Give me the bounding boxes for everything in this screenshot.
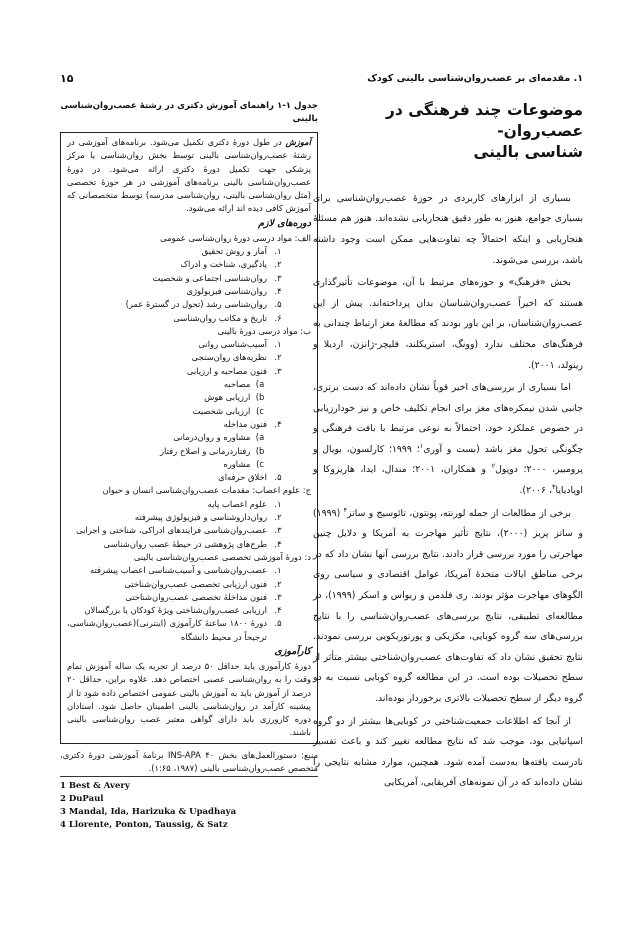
list-item: ۴. روان‌شناسی فیزیولوژی [186, 285, 282, 296]
sub-list-item: (b ارزیابی هوش [204, 392, 265, 403]
group-c-heading: ج: علوم اعصاب: مقدمات عصب‌روان‌شناسی انسان و حیوان [102, 485, 311, 496]
sub-list-item: (c ارزیابی شخصیت [192, 405, 264, 416]
list-item: ۳. فنون مصاحبه و ارزیابی [186, 365, 282, 376]
chapter-title: ۱. مقدمه‌ای بر عصب‌روان‌شناسی بالینی کودک [367, 73, 583, 84]
page-number: ۱۵ [60, 72, 74, 85]
list-item: ۴. طرح‌های پژوهشی در حیطهٔ عصب روان‌شناسی [103, 538, 282, 549]
list-item: ۱. آمار و روش تحقیق [201, 246, 282, 257]
sub-list-item: (b رفتاردرمانی و اصلاح رفتار [159, 445, 265, 456]
table-column [60, 100, 318, 776]
list-item: ۲. نظریه‌های روان‌سنجی [191, 352, 282, 363]
footnote-divider [60, 776, 318, 777]
list-item: ۲. فنون ارزیابی تخصصی عصب‌روان‌شناختی [124, 578, 282, 589]
list-item: ۲. یادگیری، شناخت و ادراک [180, 259, 282, 270]
paragraph-5: از آنجا که اطلاعات جمعیت‌شناختی در کوبایی‌ها بیشتر از دو گروه اسپانیایی بود، موجب شد که نتایج مطالعه تغییر کند و باعث تفسیر نادرست یافته‌ها به‌دست آمده شود. همچنین، موارد مشابه نتایجی را نشان داده‌اند که در آن نمونه‌های آفریقایی، آمریکایی [313, 715, 583, 789]
sub-list-item: (a مشاوره و روان‌درمانی [173, 432, 265, 443]
list-item: ۳. فنون مداخلهٔ تخصصی عصب‌روان‌شناختی [125, 591, 282, 602]
footnote-ref-4: ۴ [343, 505, 348, 514]
internship-text: دورهٔ کارآموزی باید حداقل ۵۰ درصد از تجربه یک ساله آموزش تمام وقت را به روان‌شناسی عصبی اختصاص دهد. علاوه براین، حداقل ۲۰ درصد از آموزش باید به آموزش بالینی عمومی اختصاص داده شود تا از پیشینه کارآمد در روان‌شناسی بالینی اطمینان حاصل شود. استادان دوره کارورزی باید دارای گواهی معتبر عصب روان‌شناسی بالینی باشند. [67, 660, 311, 738]
list-item: ۱. علوم اعصاب پایه [207, 498, 282, 509]
list-item: ۴. ارزیابی عصب‌روان‌شناختی ویژهٔ کودکان یا بزرگسالان [84, 605, 282, 616]
table-caption: جدول ۱-۱ راهنمای آموزش دکتری در رشتهٔ عصب‌روان‌شناسی بالینی [60, 101, 318, 124]
footnote-ref-3: ۳ [552, 482, 556, 491]
group-a-heading: الف: مواد درسی دورهٔ روان‌شناسی عمومی [160, 232, 311, 243]
footnotes [60, 780, 318, 832]
internship-heading: کارآموزی [274, 645, 311, 657]
footnote-ref-1: ۱ [419, 441, 424, 450]
list-item: ۱. آسیب‌شناسی روانی [198, 339, 282, 350]
table-intro-text: در طول دورهٔ دکتری تکمیل می‌شود. برنامه‌های آموزشی در رشتهٔ عصب‌روان‌شناسی بالینی توسط بخش روان‌شناسی یا مرکز پزشکی جهت تکمیل دورهٔ دکتری ارائه می‌شود. در دورهٔ عصب‌روان‌شناسی بالینی برنامه‌های آموزشی در هر حوزهٔ تخصصی (مثل روان‌شناسی بالینی، روان‌شناسی مدرسه) توسط متخصصانی که آموزش کافی دیده اند ارائه می‌شود. [67, 137, 311, 214]
list-item: ۳. عصب‌روان‌شناسی فرایندهای ادراکی، شناختی و اجرایی [76, 525, 282, 536]
footnote-2: 2 DuPaul [60, 794, 104, 804]
main-text-column [313, 100, 583, 794]
paragraph-4-text-b: (۱۹۹۹) و ساتز پریز (۲۰۰۰)، نتایج تأثیر مهاجرت به آمریکا و دلایل چنین مهاجرتی را مورد بررسی قرار دادند. نتایج بررسی آنها نشان داد که در برخی مناطق ایالات متحدهٔ آمریکا، عوامل اقتصادی و سیاسی روی الگوهای مهاجرت مؤثر بودند. ری فلدمن و ریواس و اسکر (۱۹۹۹)، در مطالعه‌ای تطبیقی، نتایج بررسی‌های عصب‌روان‌شناسی را با نتایج بررسی‌های سه گروه کوبایی، مکزیکی و پورتوریکویی بررسی نمودند. نتایج تحقیق نشان داد که تفاوت‌های عصب‌روان‌شناختی بیشتر متأثر از سطح تحصیلات بوده است. در این مطالعه گروه کوبایی نسبت به دو گروه دیگر از سطح تحصیلات بالاتری برخوردار بوده‌اند. [313, 507, 583, 705]
list-item: ۴. فنون مداخله [223, 418, 282, 429]
paragraph-3 [313, 378, 583, 502]
running-head [60, 72, 583, 85]
footnote-1: 1 Best & Avery [60, 781, 130, 791]
required-courses-heading: دوره‌های لازم [258, 217, 311, 229]
sub-list-item: (c مشاوره [223, 458, 264, 469]
sub-list-item: (a مصاحبه [223, 379, 265, 390]
paragraph-1: بسیاری از ابزارهای کاربردی در حوزهٔ عصب‌روان‌شناسی برای بسیاری جوامع، هنوز به طور دقیق هنجاریابی نشده‌اند. هنوز هم مسئلهٔ هنجاریابی و اینکه احتمالاً چه تفاوت‌هایی ممکن است وجود داشته باشد، بررسی می‌شوند. [313, 192, 583, 266]
paragraph-3-text-c: و همکاران، ۲۰۰۱؛ مندال، ایدا، هاریزوکا و اوپادیایا [313, 464, 583, 497]
paragraph-2: بخش «فرهنگ» و حوزه‌های مرتبط با آن، موضوعات تأثیرگذاری هستند که اخیراً عصب‌روان‌شناسان بدان پرداخته‌اند. پیش از این عصب‌روان‌شناسان، بر این باور بودند که مطالعهٔ مغز ارتباط چندانی به فرهنگ‌های مختلف ندارد (وونگ، استریکلند، فلیچر-ژانزن، اردیلا و رینولد، ۲۰۰۱). [313, 277, 583, 371]
list-item: ۵. روان‌شناسی رشد (تحول در گسترهٔ عمر) [125, 299, 282, 310]
list-item: ۵. اخلاق حرفه‌ای [218, 472, 282, 483]
table-intro-lead: آموزش [285, 137, 311, 147]
training-table [60, 132, 318, 744]
paragraph-4-text: برخی از مطالعات از جمله لورنته، پونتون، تائوسیج و ساتز [347, 507, 571, 519]
footnote-ref-2: ۲ [491, 462, 496, 471]
table-source: منبع: دستورالعمل‌های بخش ۴۰ INS-APA برنامهٔ آموزشی دورهٔ دکتری، متخصص عصب‌روان‌شناسی بالینی (۱۹۸۷، ۱:۶۵). [60, 749, 318, 774]
footnote-3: 3 Mandal, Ida, Harizuka & Upadhaya [60, 807, 237, 817]
section-title [313, 100, 583, 163]
group-d-heading: د: دورهٔ آموزشی تخصصی عصب‌روان‌شناسی بالینی [133, 551, 311, 562]
section-title-line-1: موضوعات چند فرهنگی در عصب‌روان- [385, 101, 583, 140]
paragraph-4 [313, 504, 583, 710]
list-item: ۵. دورهٔ ۱۸۰۰ ساعتهٔ کارآموزی (اینترنی)(عصب‌روان‌شناسی، ترجیحاً در محیط دانشگاه [67, 618, 282, 642]
paragraph-3-text: اما بسیاری از بررسی‌های اخیر قویاً نشان داده‌اند که دست برتری، جانبی شدن نیمکره‌های مغز برای انجام تکلیف خاص و نیز خودارزیابی در خصوص عملکرد خود، احتمالاً به نوعی مرتبط با بافت فرهنگی و چگونگی تحول مغز باشد (بست و آوری [313, 382, 583, 455]
table-intro [67, 136, 311, 216]
list-item: ۶. تاریخ و مکاتب روان‌شناسی [173, 312, 282, 323]
footnote-4: 4 Llorente, Ponton, Taussig, & Satz [60, 820, 228, 830]
paragraph-3-text-b: ؛ ۱۹۹۹؛ کارلسون، بویال و پرومبیر، ۲۰۰۰؛ دوپول [313, 443, 584, 476]
section-title-line-2: شناسی بالینی [473, 142, 583, 161]
list-item: ۳. روان‌شناسی اجتماعی و شخصیت [152, 272, 282, 283]
group-b-heading: ب: مواد درسی دورهٔ بالینی [217, 325, 311, 336]
list-item: ۲. روان‌داروشناسی و فیزیولوژی پیشرفته [134, 512, 282, 523]
paragraph-3-text-d: ، ۲۰۰۶). [519, 485, 553, 497]
list-item: ۱. عصب‌روان‌شناسی و آسیب‌شناسی اعصاب پیشرفته [89, 565, 282, 576]
